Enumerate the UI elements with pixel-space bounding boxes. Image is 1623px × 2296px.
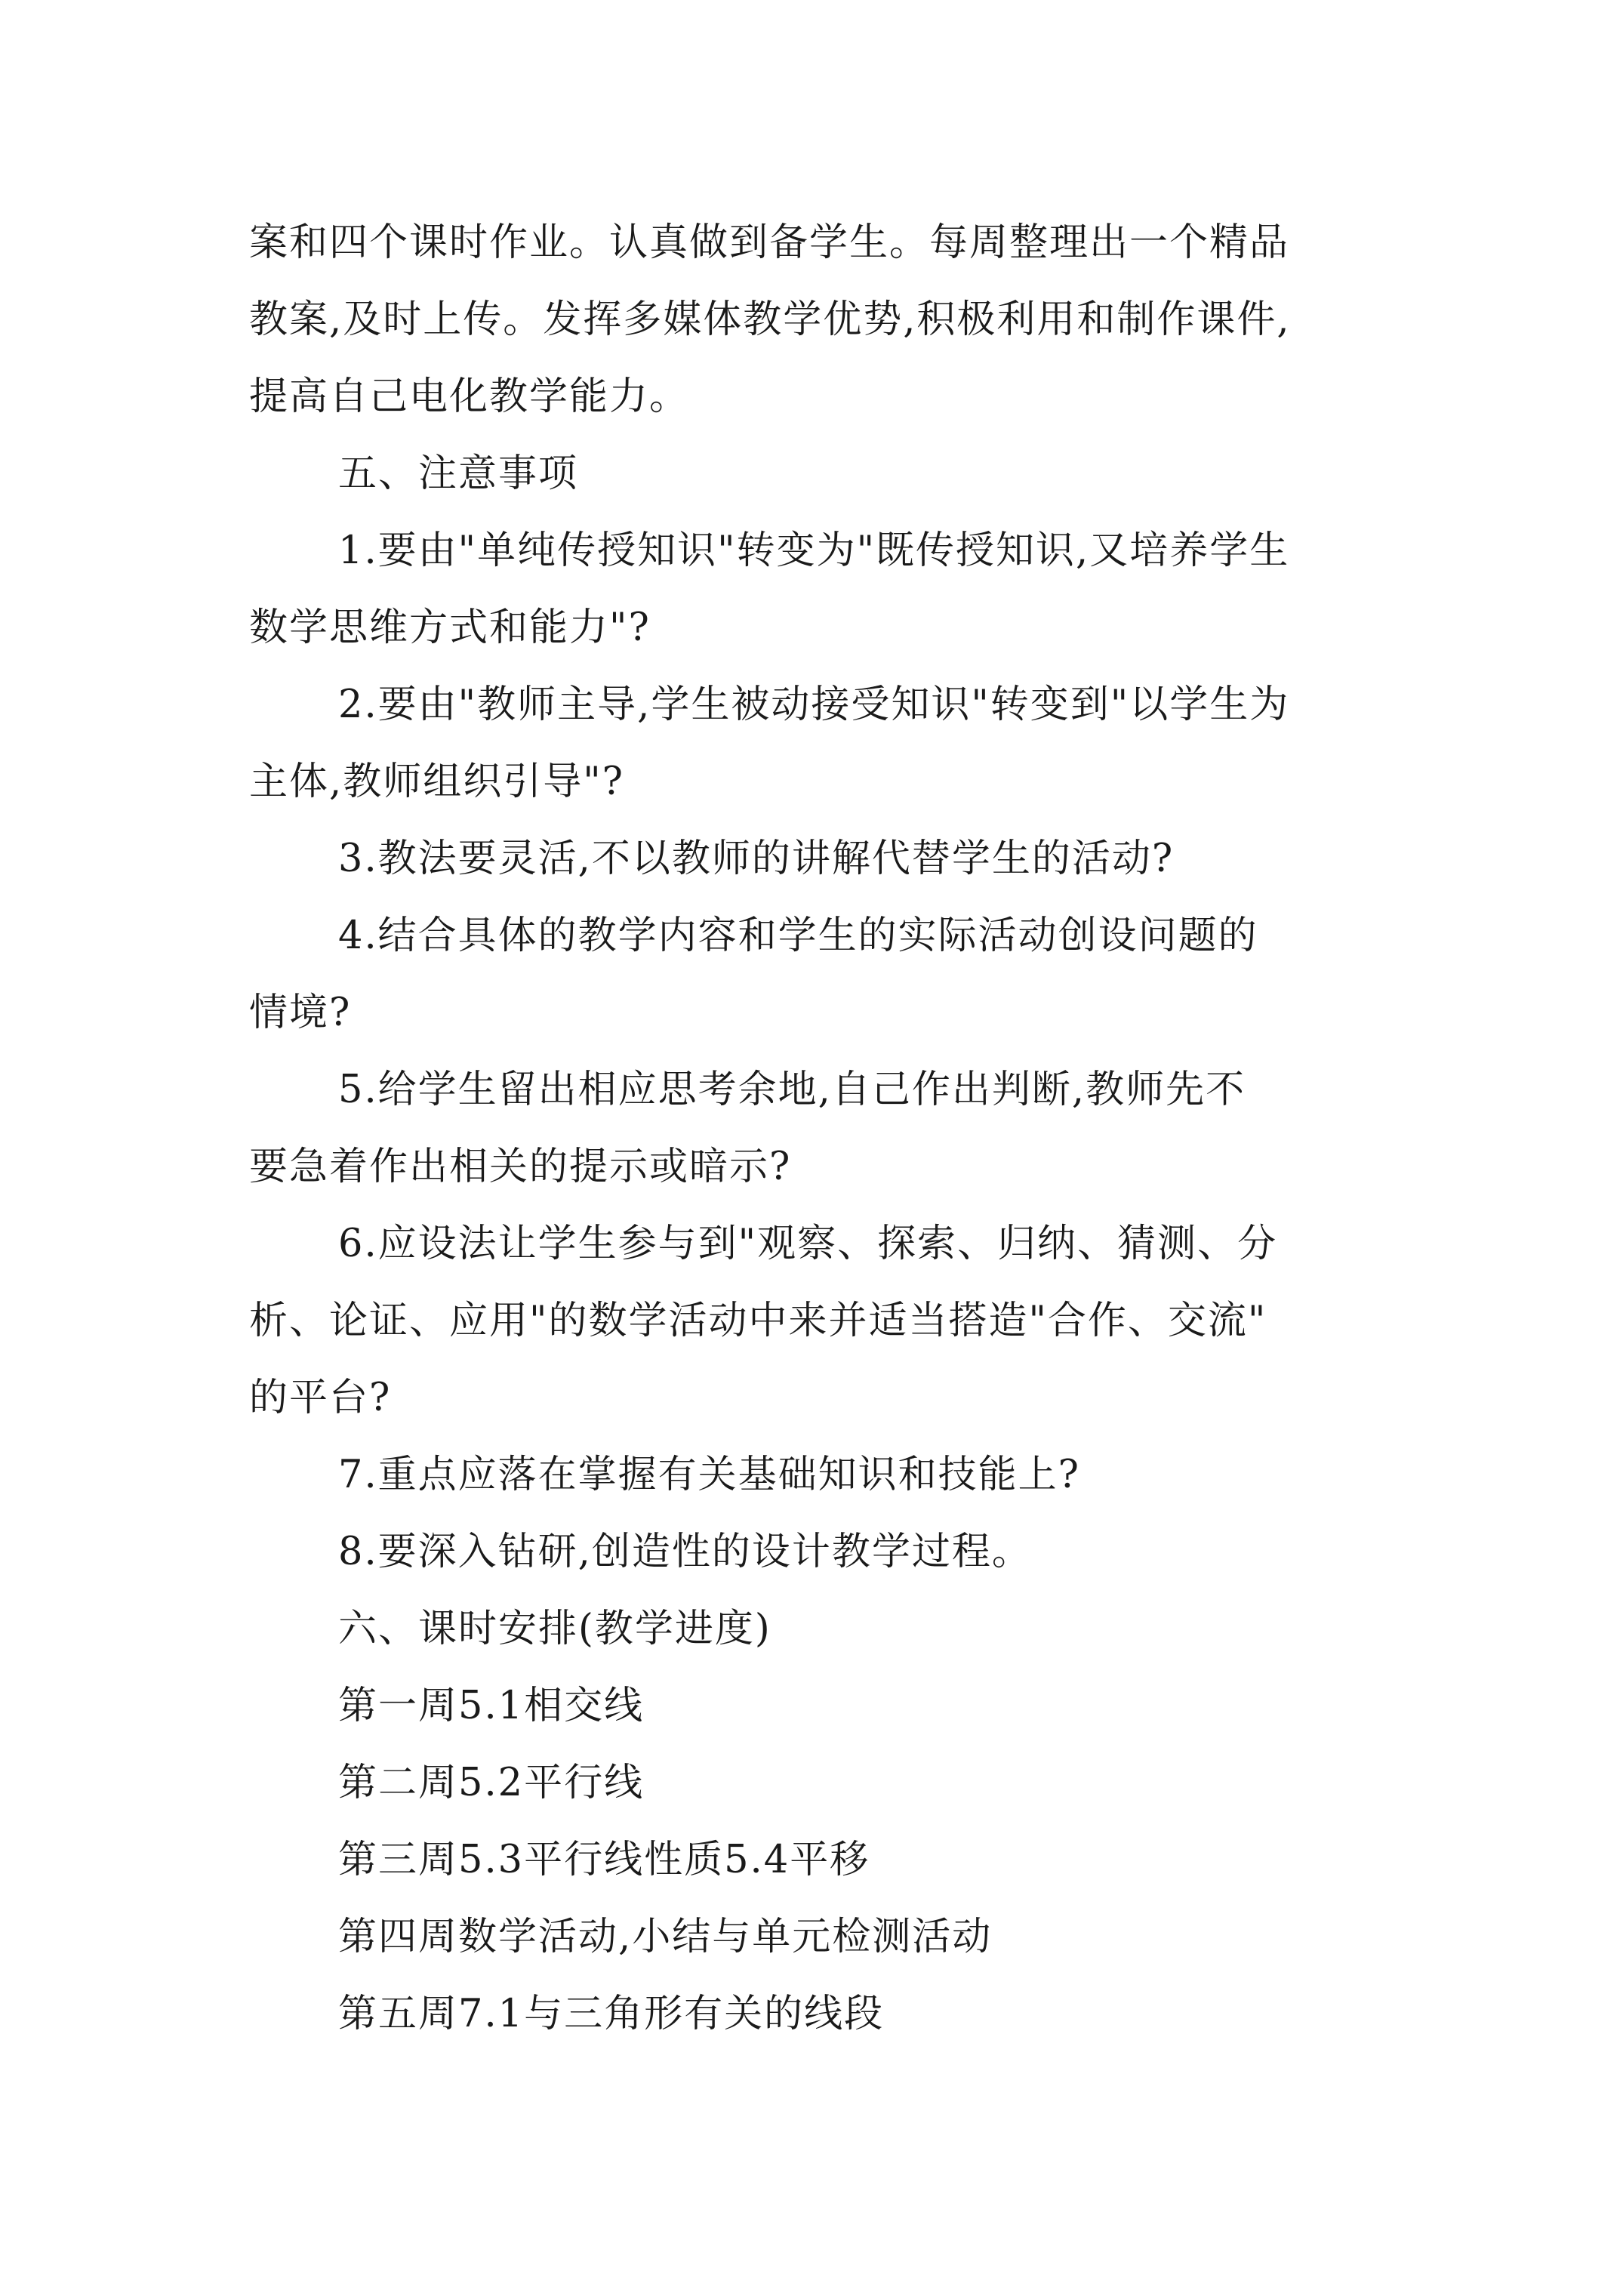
section-heading: 五、注意事项: [338, 451, 579, 496]
paragraph-line: 案和四个课时作业。认真做到备学生。每周整理出一个精品: [249, 220, 1290, 265]
paragraph-line: 教案,及时上传。发挥多媒体教学优势,积极利用和制作课件,: [249, 297, 1291, 342]
section-heading: 六、课时安排(教学进度): [338, 1607, 771, 1651]
schedule-line: 第二周5.2平行线: [338, 1761, 645, 1805]
list-item: 7.重点应落在掌握有关基础知识和技能上?: [338, 1453, 1081, 1497]
list-item: 5.给学生留出相应思考余地,自己作出判断,教师先不: [338, 1068, 1246, 1112]
list-item-continuation: 数学思维方式和能力"?: [249, 606, 651, 650]
list-item: 1.要由"单纯传授知识"转变为"既传授知识,又培养学生: [338, 529, 1290, 573]
paragraph-line: 提高自己电化教学能力。: [249, 374, 690, 419]
schedule-line: 第三周5.3平行线性质5.4平移: [338, 1838, 870, 1882]
schedule-line: 第五周7.1与三角形有关的线段: [338, 1992, 885, 2036]
list-item: 3.教法要灵活,不以教师的讲解代替学生的活动?: [338, 837, 1175, 881]
list-item-continuation: 析、论证、应用"的数学活动中来并适当搭造"合作、交流": [249, 1299, 1267, 1343]
list-item: 8.要深入钻研,创造性的设计教学过程。: [338, 1530, 1032, 1574]
list-item-continuation: 的平台?: [249, 1376, 392, 1420]
list-item: 2.要由"教师主导,学生被动接受知识"转变到"以学生为: [338, 683, 1290, 727]
schedule-line: 第四周数学活动,小结与单元检测活动: [338, 1915, 993, 1959]
list-item: 4.结合具体的教学内容和学生的实际活动创设问题的: [338, 914, 1258, 958]
list-item-continuation: 要急着作出相关的提示或暗示?: [249, 1145, 792, 1189]
list-item-continuation: 主体,教师组织引导"?: [249, 760, 625, 804]
list-item: 6.应设法让学生参与到"观察、探索、归纳、猜测、分: [338, 1222, 1278, 1266]
schedule-line: 第一周5.1相交线: [338, 1684, 645, 1728]
list-item-continuation: 情境?: [249, 991, 352, 1035]
